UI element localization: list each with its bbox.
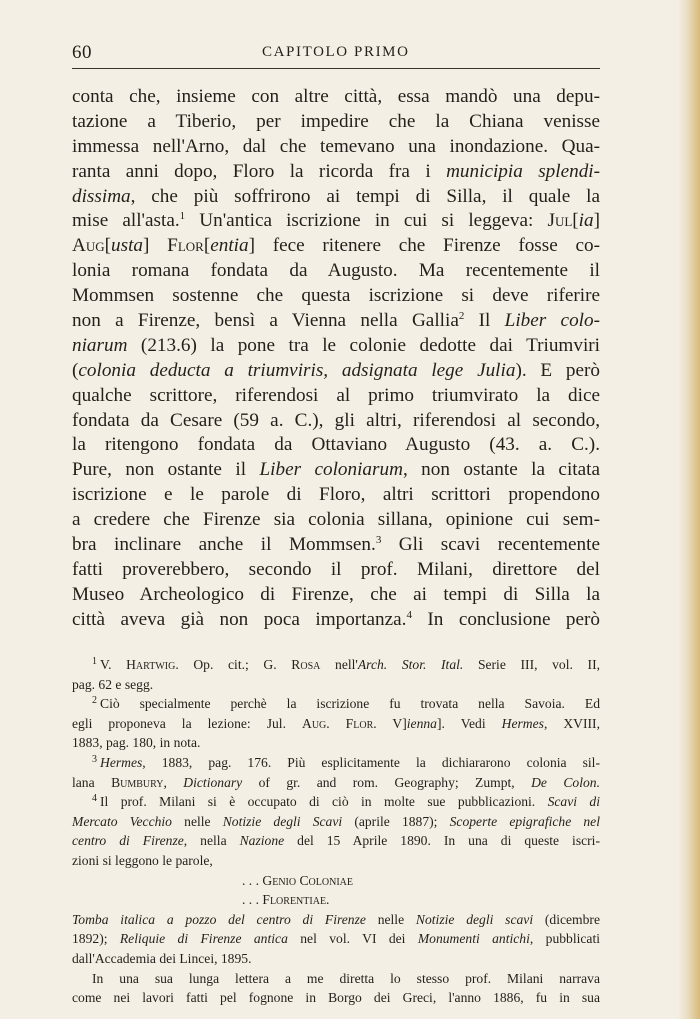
header-rule [72, 68, 600, 69]
footnote-line: zioni si leggono le parole, [72, 852, 213, 868]
text-line: Mommsen sostenne che questa iscrizione si deve riferire [72, 285, 600, 307]
footnote-2: $^2$ Ciò specialmente perchè la iscrizione fu trovata nella Savoia. Ed [92, 695, 600, 712]
footnote-line: 1892); Reliquie di Firenze antica nel vol. VI dei Monumenti antichi, pubblicati [72, 931, 601, 947]
footnote-line: dall'Accademia dei Lincei, 1895. [72, 950, 252, 966]
text-line: non a Firenze, bensì a Vienna nella Gallia$^2$ Il Liber colo- [72, 310, 600, 332]
text-line: a credere che Firenze sia colonia sillana, opinione cui sem- [72, 509, 600, 531]
footnote-line: 1883, pag. 180, in nota. [72, 735, 201, 751]
footnote-line: come nei lavori fatti pel fognone in Borgo dei Greci, l'anno 1886, fu in sua [72, 990, 600, 1006]
footnote-line: Mercato Vecchio nelle Notizie degli Scavi (aprile 1887); Scoperte epigrafiche nel [72, 813, 600, 829]
page-edge [678, 0, 700, 1019]
footnote-4: $^4$ Il prof. Milani si è occupato di ciò in molte sue pubblicazioni. Scavi di [92, 793, 600, 810]
text-line: Aug[usta] Flor[entia] fece ritenere che Firenze fosse co- [72, 235, 600, 257]
text-line: dissima, che più soffrirono ai tempi di Silla, il quale la [72, 185, 600, 207]
text-line: Pure, non ostante il Liber coloniarum, non ostante la citata [72, 459, 600, 481]
footnote-line: egli proponeva la lezione: Jul. Aug. Flor. V]ienna]. Vedi Hermes, XVIII, [72, 715, 600, 731]
footnote-line: pag. 62 e segg. [72, 676, 154, 692]
text-line: immessa nell'Arno, dal che temevano una inondazione. Qua- [72, 135, 600, 157]
text-line: qualche scrittore, riferendosi al primo triumvirato la dice [72, 384, 600, 406]
page-header [72, 42, 600, 66]
text-line: la ritengono fondata da Ottaviano Augusto (43. a. C.). [72, 434, 600, 456]
footnote-line: In una sua lunga lettera a me diretta lo stesso prof. Milani narrava [92, 970, 600, 986]
inscription-line: . . . Florentiae. [242, 892, 330, 908]
text-line: niarum (213.6) la pone tra le colonie dedotte dai Triumviri [72, 334, 600, 356]
footnotes [72, 655, 600, 1008]
body-text [72, 85, 600, 633]
footnote-line: lana Bumbury, Dictionary of gr. and rom. Geography; Zumpt, De Colon. [72, 774, 601, 790]
footnote-line: Tomba italica a pozzo del centro di Firenze nelle Notizie degli scavi (dicembre [72, 911, 600, 927]
text-line: (colonia deducta a triumviris, adsignata lege Julia). E però [72, 359, 600, 381]
running-head: CAPITOLO PRIMO [262, 44, 410, 60]
text-line: ranta anni dopo, Floro la ricorda fra i municipia splendi- [72, 160, 601, 182]
text-line: tazione a Tiberio, per impedire che la Chiana venisse [72, 110, 600, 132]
footnote-ref: 4 [406, 608, 412, 621]
text-line: iscrizione e le parole di Floro, altri scrittori propendono [72, 484, 600, 506]
footnote-ref: 1 [179, 210, 186, 223]
footnote-line: centro di Firenze, nella Nazione del 15 Aprile 1890. In una di queste iscri- [72, 833, 600, 849]
inscription-line: . . . Genio Coloniae [242, 872, 353, 888]
text-line: fatti proverebbero, secondo il prof. Milani, direttore del [72, 558, 600, 580]
text-line: conta che, insieme con altre città, essa mandò una depu- [72, 86, 600, 107]
text-line: Museo Archeologico di Firenze, che ai tempi di Silla la [72, 583, 600, 605]
footnote-3: $^3$ Hermes, 1883, pag. 176. Più esplicitamente la dichiararono colonia sil- [92, 753, 600, 770]
footnote-ref: 3 [375, 534, 382, 547]
footnote-1: $^1$ V. Hartwig. Op. cit.; G. Rosa nell'Arch. Stor. Ital. Serie III, vol. II, [92, 656, 600, 672]
text-line: lonia romana fondata da Augusto. Ma recentemente il [72, 260, 600, 282]
text-line: mise all'asta.$^1$ Un'antica iscrizione in cui si leggeva: Jul[ia] [72, 210, 600, 232]
text-line: bra inclinare anche il Mommsen.$^3$ Gli scavi recentemente [72, 534, 600, 556]
text-line: città aveva già non poca importanza.$^4$ In conclusione però [72, 608, 600, 630]
page-number: 60 [72, 42, 92, 63]
text-line: fondata da Cesare (59 a. C.), gli altri, riferendosi al secondo, [72, 409, 600, 431]
footnote-ref: 2 [458, 310, 465, 323]
